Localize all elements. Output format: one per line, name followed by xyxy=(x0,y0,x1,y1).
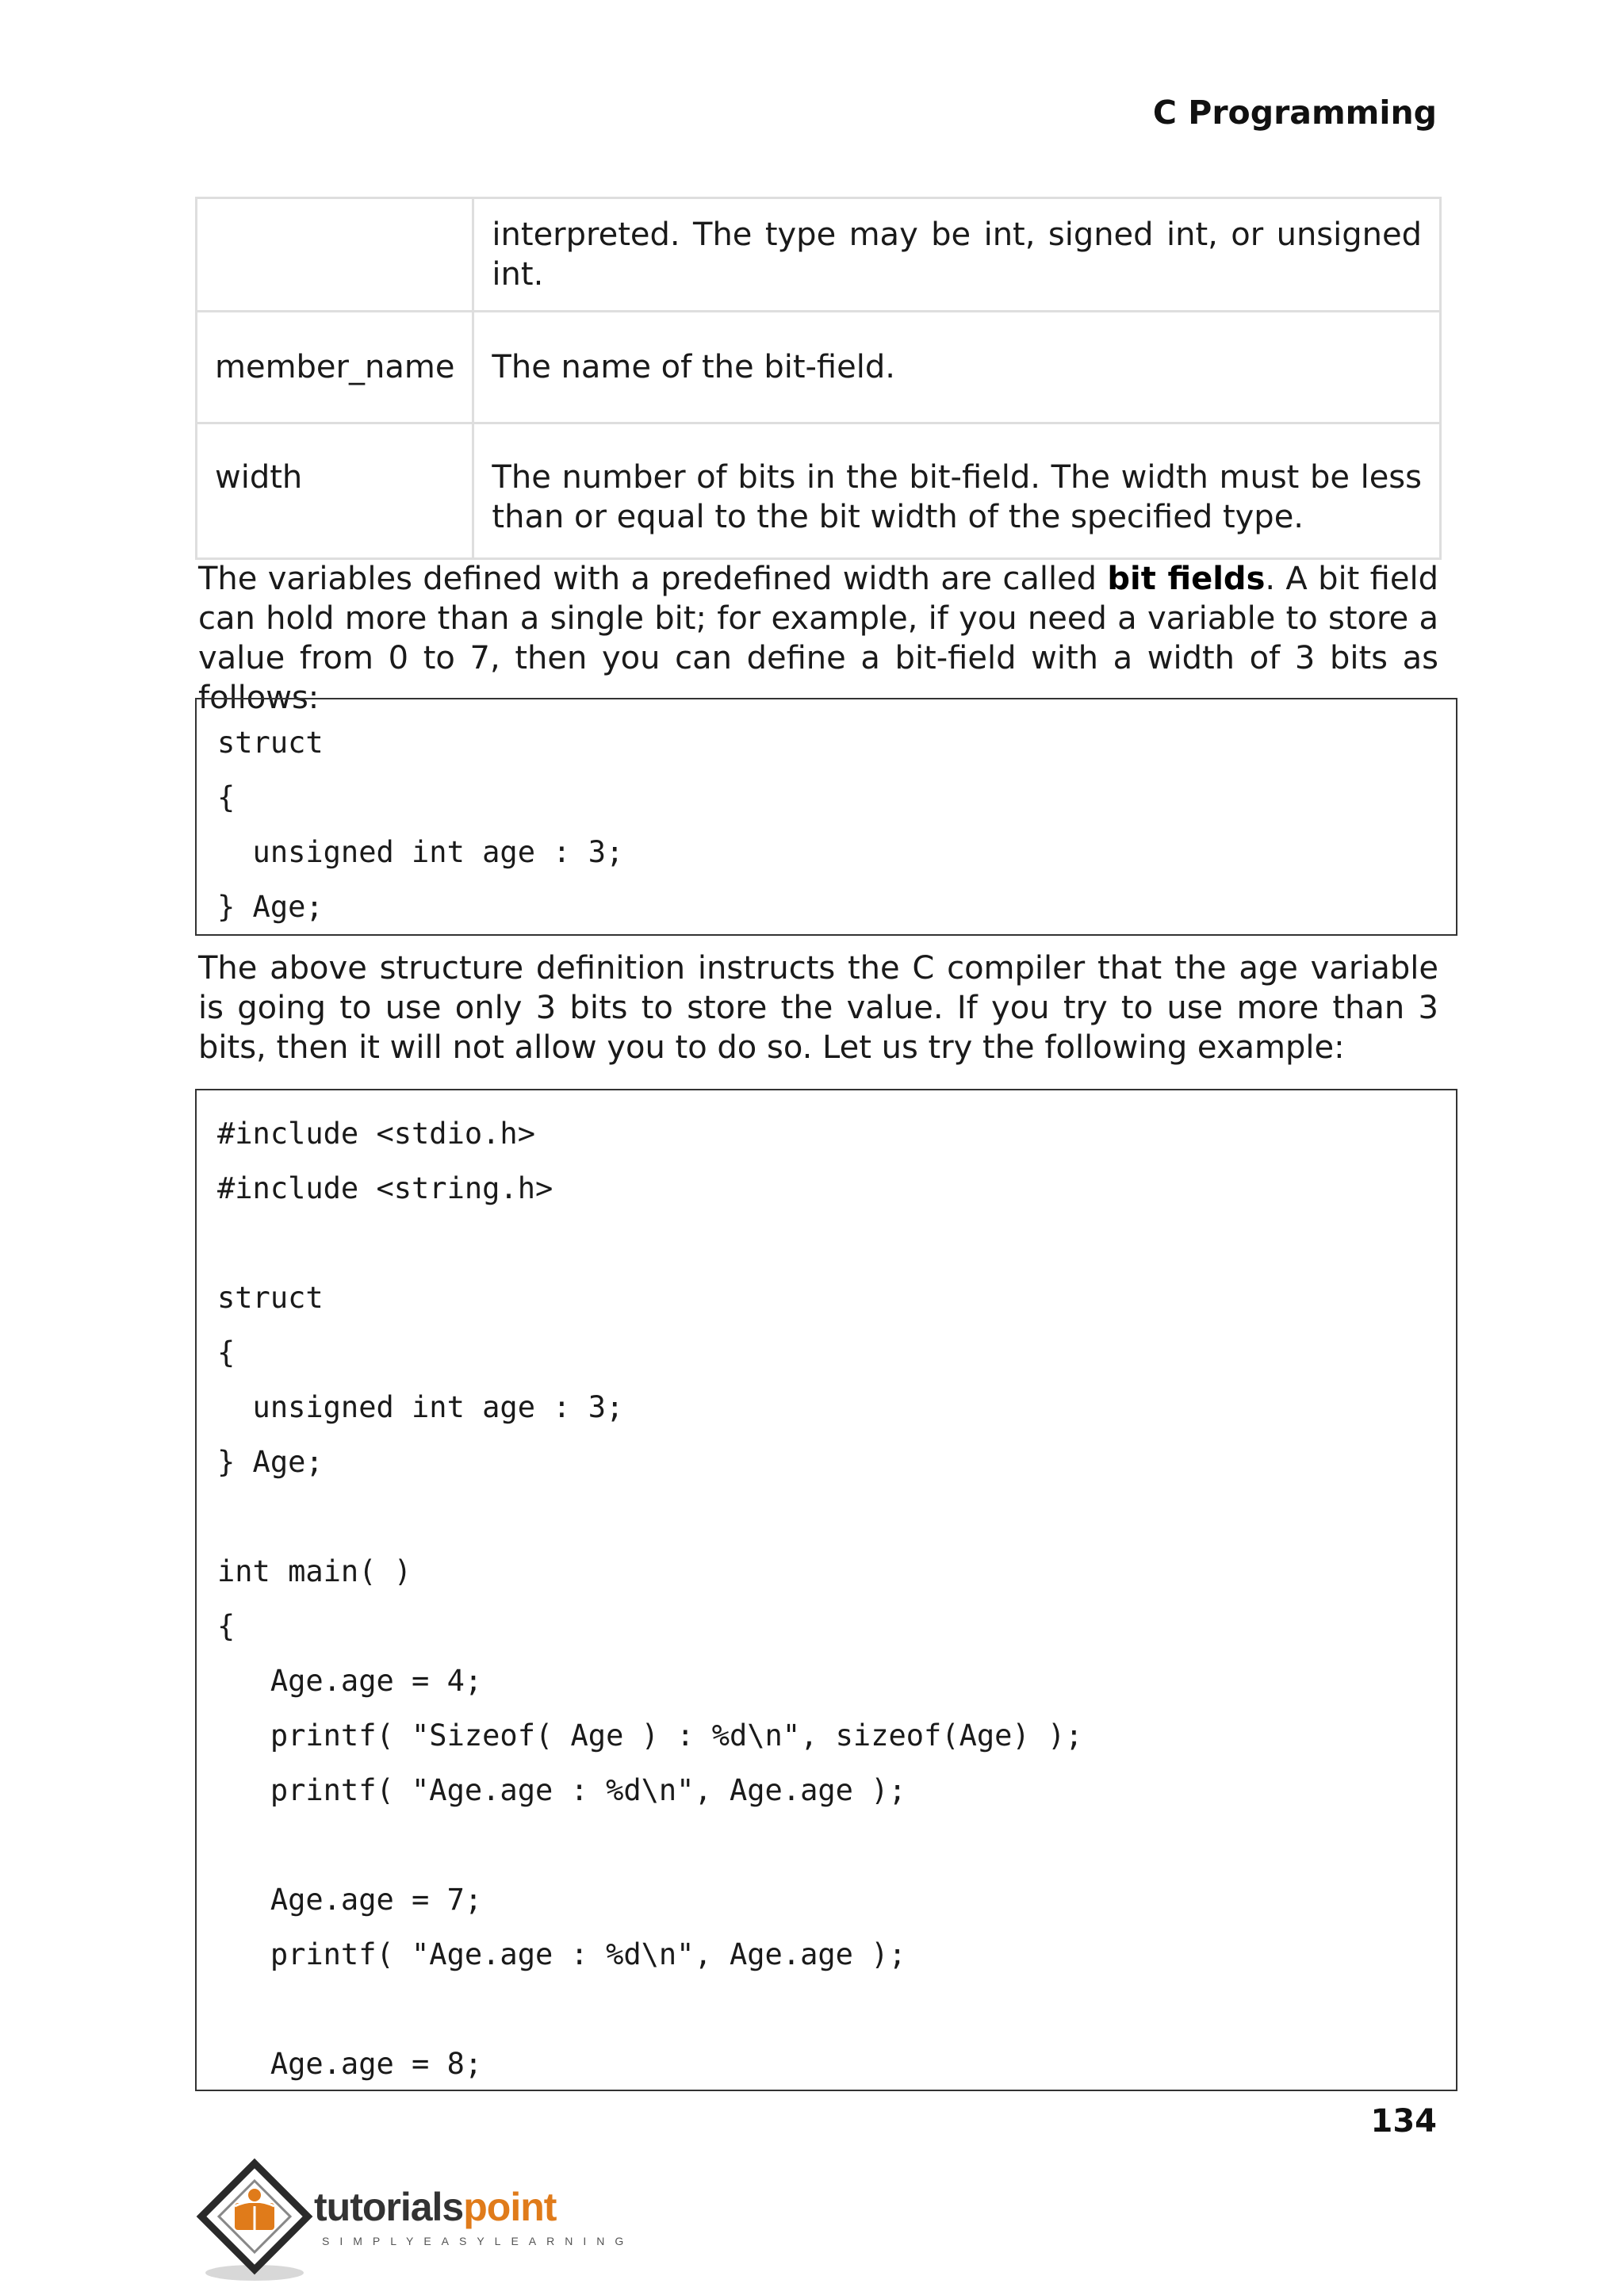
code-line: printf( "Age.age : %d\n", Age.age ); xyxy=(217,1937,906,1971)
para1-text-after: . A bit field can hold more than a single bit; for example, if you need a variable to store a value from 0 to 7, then you can define a bit-field with a width of 3 bits as follows: xyxy=(198,561,1438,716)
code-line: { xyxy=(217,1335,236,1370)
parameter-table xyxy=(195,197,1442,560)
param-desc-cell: The number of bits in the bit-field. The width must be less than or equal to the bit width of the specified type. xyxy=(473,423,1441,559)
code-line: Age.age = 4; xyxy=(217,1664,483,1698)
code-line: #include <stdio.h> xyxy=(217,1117,535,1151)
code-line: struct xyxy=(217,726,324,760)
code-line: } Age; xyxy=(217,1445,324,1479)
paragraph-bit-fields xyxy=(198,559,1438,718)
code-line xyxy=(217,1489,1435,1544)
param-name-cell xyxy=(197,198,473,312)
code-block-struct xyxy=(195,698,1457,936)
param-name-cell: width xyxy=(197,423,473,559)
logo-tagline: SIMPLYEASYLEARNING xyxy=(322,2235,634,2247)
tutorialspoint-logo xyxy=(195,2157,639,2284)
code-line xyxy=(217,1216,1435,1270)
code-line: int main( ) xyxy=(217,1554,412,1588)
para1-text-before: The variables defined with a predefined width are called xyxy=(198,561,1108,597)
code-line: printf( "Age.age : %d\n", Age.age ); xyxy=(217,1773,906,1807)
param-desc-cell: interpreted. The type may be int, signed int, or unsigned int. xyxy=(473,198,1441,312)
logo-diamond-icon xyxy=(195,2157,314,2284)
code-line: { xyxy=(217,780,236,814)
code-line: Age.age = 8; xyxy=(217,2047,483,2081)
table-row xyxy=(197,423,1441,559)
code-line: unsigned int age : 3; xyxy=(217,1390,624,1424)
code-line: #include <string.h> xyxy=(217,1171,553,1205)
code-line: } Age; xyxy=(217,890,324,924)
param-name-cell: member_name xyxy=(197,312,473,423)
logo-wordmark: tutorialspoint xyxy=(314,2185,557,2229)
code-block-example xyxy=(195,1089,1457,2091)
page-number: 134 xyxy=(1370,2103,1437,2140)
page-header-title: C Programming xyxy=(1152,94,1437,132)
table-row xyxy=(197,312,1441,423)
code-line: Age.age = 7; xyxy=(217,1883,483,1917)
code-line: printf( "Sizeof( Age ) : %d\n", sizeof(Age) ); xyxy=(217,1718,1083,1753)
code-line xyxy=(217,1818,1435,1872)
code-line: unsigned int age : 3; xyxy=(217,835,624,869)
code-line xyxy=(217,1982,1435,2036)
code-line: struct xyxy=(217,1281,324,1315)
table-row xyxy=(197,198,1441,312)
param-desc-cell: The name of the bit-field. xyxy=(473,312,1441,423)
code-line: { xyxy=(217,1609,236,1643)
paragraph-structure-definition: The above structure definition instructs the C compiler that the age variable is going to use only 3 bits to store the value. If you try to use more than 3 bits, then it will not allow you to do so. Let us try the following example: xyxy=(198,950,1438,1066)
para1-bold-term: bit fields xyxy=(1107,561,1266,597)
